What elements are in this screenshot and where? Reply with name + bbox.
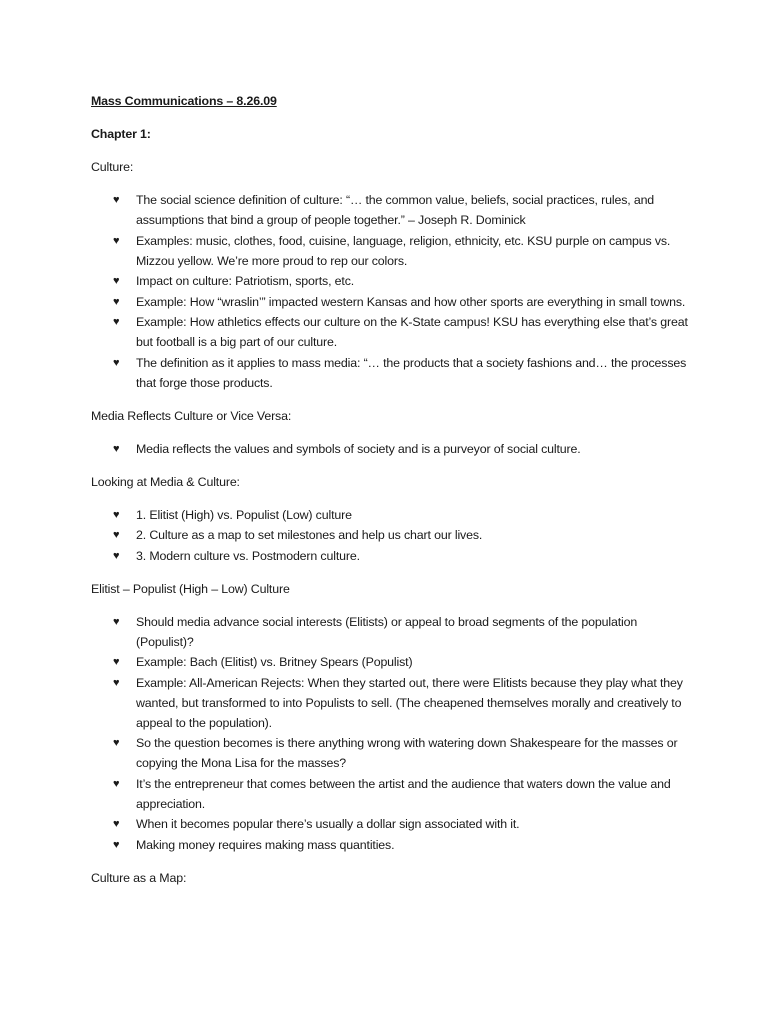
heart-bullet-icon: ♥ [113,676,120,689]
chapter-heading: Chapter 1: [91,127,151,141]
list-item-text: Impact on culture: Patriotism, sports, etc. [136,274,355,288]
list-item [91,612,688,652]
list-item [91,353,688,393]
heart-bullet-icon: ♥ [113,737,120,749]
heart-bullet-icon: ♥ [113,316,120,328]
list-item-text: Examples: music, clothes, food, cuisine, language, religion, ethnicity, etc. KSU purple on campus vs. Mizzou yellow. We’re more proud to rep our colors. [136,233,671,268]
list-item [91,814,688,834]
list-item-text: It’s the entrepreneur that comes between the artist and the audience that waters down the value and appreciation. [136,776,671,811]
list-item-text: Example: Bach (Elitist) vs. Britney Spears (Populist) [136,655,413,669]
bullet-list [91,612,688,855]
list-item [91,546,688,566]
list-item-text: The social science definition of culture: “… the common value, beliefs, social practices, rules, and assumptions that bind a group of people together.” – Joseph R. Dominick [136,193,655,227]
bullet-list [91,505,688,566]
list-item [91,733,688,773]
list-item [91,312,688,352]
list-item [91,673,688,733]
list-item [91,652,688,672]
list-item [91,190,688,230]
heart-bullet-icon: ♥ [113,529,120,541]
list-item-text: 2. Culture as a map to set milestones and help us chart our lives. [136,528,483,542]
heart-bullet-icon: ♥ [113,549,120,562]
document-title: Mass Communications – 8.26.09 [91,94,277,108]
list-item-text: 3. Modern culture vs. Postmodern culture. [136,548,360,563]
bullet-list [91,439,688,459]
list-item [91,835,688,855]
list-item-text: 1. Elitist (High) vs. Populist (Low) culture [136,507,352,522]
heart-bullet-icon: ♥ [113,656,120,668]
heart-bullet-icon: ♥ [113,818,120,830]
heart-bullet-icon: ♥ [113,615,120,628]
heart-bullet-icon: ♥ [113,777,120,790]
list-item-text: When it becomes popular there’s usually a dollar sign associated with it. [136,817,520,831]
list-item-text: Should media advance social interests (Elitists) or appeal to broad segments of the population (Populist)? [136,614,638,649]
heart-bullet-icon: ♥ [113,838,120,851]
section-heading: Elitist – Populist (High – Low) Culture [91,581,290,596]
list-item-text: Example: How athletics effects our culture on the K-State campus! KSU has everything else that’s great but football is a big part of our culture. [136,315,688,349]
list-item [91,439,688,459]
list-item [91,271,688,291]
heart-bullet-icon: ♥ [113,442,120,455]
section-heading: Looking at Media & Culture: [91,474,240,489]
list-item-text: The definition as it applies to mass media: “… the products that a society fashions and… the processes that forge those products. [136,355,687,390]
list-item [91,231,688,271]
list-item-text: Media reflects the values and symbols of society and is a purveyor of social culture. [136,441,581,456]
heart-bullet-icon: ♥ [113,295,120,308]
sections-container [91,157,688,888]
list-item-text: Example: All-American Rejects: When they started out, there were Elitists because they play what they wanted, but transformed to into Populists to sell. (The cheapened themselves morally and creatively to appeal to the population). [136,675,683,730]
list-item [91,774,688,814]
heart-bullet-icon: ♥ [113,356,120,369]
heart-bullet-icon: ♥ [113,234,120,247]
section-heading: Culture: [91,160,134,174]
list-item-text: Example: How “wraslin’” impacted western Kansas and how other sports are everything in small towns. [136,294,686,309]
list-item-text: Making money requires making mass quantities. [136,837,395,852]
list-item-text: So the question becomes is there anything wrong with watering down Shakespeare for the masses or copying the Mona Lisa for the masses? [136,736,678,770]
list-item [91,505,688,525]
section-heading: Culture as a Map: [91,870,187,885]
heart-bullet-icon: ♥ [113,508,120,521]
heart-bullet-icon: ♥ [113,194,120,206]
section-heading: Media Reflects Culture or Vice Versa: [91,408,292,423]
list-item [91,292,688,312]
list-item [91,525,688,545]
heart-bullet-icon: ♥ [113,275,120,287]
bullet-list [91,190,688,393]
